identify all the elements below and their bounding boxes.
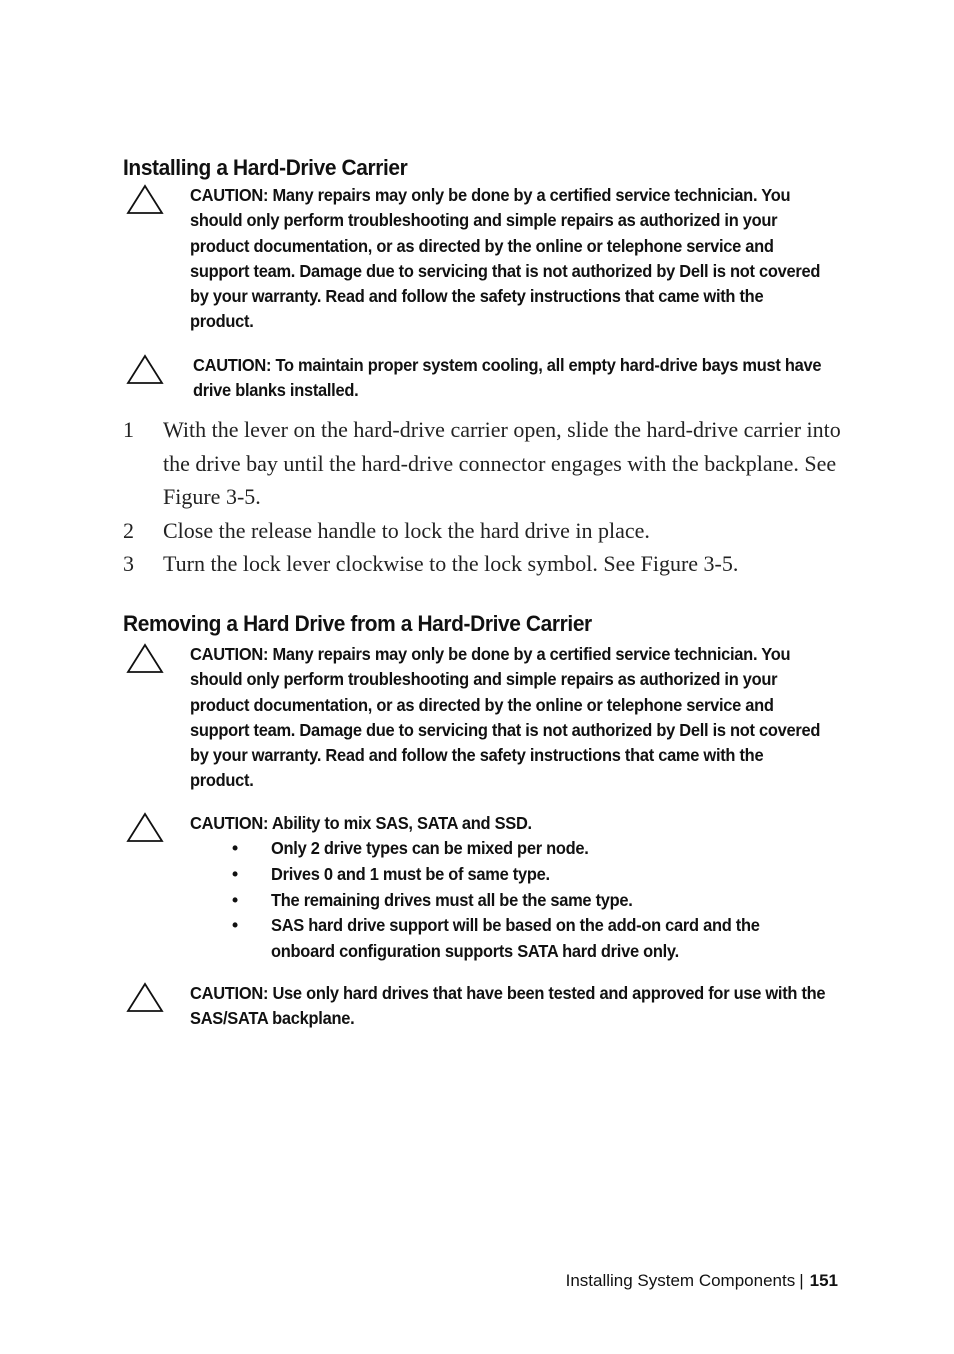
bullet-text: The remaining drives must all be the same type. [271, 889, 633, 910]
page-footer [566, 1271, 838, 1291]
step-number: 1 [123, 417, 134, 442]
bullet-dot: • [232, 889, 238, 910]
step-number: 3 [123, 551, 134, 576]
caution-text: CAUTION: Use only hard drives that have been tested and approved for use with the SAS/SATA backplane. [190, 983, 826, 1029]
bullet-item [190, 836, 870, 862]
page-number: 151 [809, 1271, 838, 1290]
footer-separator: | [799, 1271, 804, 1290]
caution-icon [125, 353, 165, 387]
caution-text: CAUTION: To maintain proper system cooling, all empty hard-drive bays must have drive blanks installed. [193, 355, 822, 401]
step-item [123, 413, 843, 514]
caution-icon [125, 981, 165, 1015]
step-item [123, 514, 843, 548]
install-steps-list [123, 413, 843, 581]
caution-icon [125, 642, 165, 676]
section-heading-removing: Removing a Hard Drive from a Hard-Drive Carrier [123, 611, 592, 636]
caution-icon [125, 183, 165, 217]
bullet-item [190, 913, 870, 965]
caution-text: CAUTION: Many repairs may only be done by a certified service technician. You should only perform troubleshooting and simple repairs as authorized in your product documentation, or as directed by the online or telephone service and support team. Damage due to servicing that is not authorized by Dell is not covered by your warranty. Read and follow the safety instructions that came with the product. [190, 644, 821, 791]
step-text: Close the release handle to lock the hard drive in place. [163, 517, 650, 543]
bullet-dot: • [232, 838, 238, 858]
bullet-text: Drives 0 and 1 must be of same type. [271, 863, 550, 884]
step-number: 2 [123, 517, 134, 543]
mix-rules-list [190, 836, 870, 965]
footer-section-title: Installing System Components [565, 1271, 796, 1290]
bullet-text: Only 2 drive types can be mixed per node. [271, 838, 589, 858]
caution-icon [125, 811, 165, 845]
caution-text: CAUTION: Ability to mix SAS, SATA and SSD. [190, 813, 532, 833]
step-item [123, 547, 843, 581]
caution-text: CAUTION: Many repairs may only be done by a certified service technician. You should only perform troubleshooting and simple repairs as authorized in your product documentation, or as directed by the online or telephone service and support team. Damage due to servicing that is not authorized by Dell is not covered by your warranty. Read and follow the safety instructions that came with the product. [190, 185, 821, 332]
step-text: Turn the lock lever clockwise to the lock symbol. See Figure 3-5. [163, 551, 739, 576]
bullet-item [190, 862, 870, 888]
bullet-item [190, 888, 870, 914]
section-heading-installing: Installing a Hard-Drive Carrier [123, 155, 408, 180]
bullet-text: SAS hard drive support will be based on the add-on card and the onboard configuration supports SATA hard drive only. [271, 915, 760, 962]
step-text: With the lever on the hard-drive carrier open, slide the hard-drive carrier into the drive bay until the hard-drive connector engages with the backplane. See Figure 3-5. [163, 417, 841, 509]
bullet-dot: • [232, 863, 238, 884]
bullet-dot: • [232, 915, 238, 936]
